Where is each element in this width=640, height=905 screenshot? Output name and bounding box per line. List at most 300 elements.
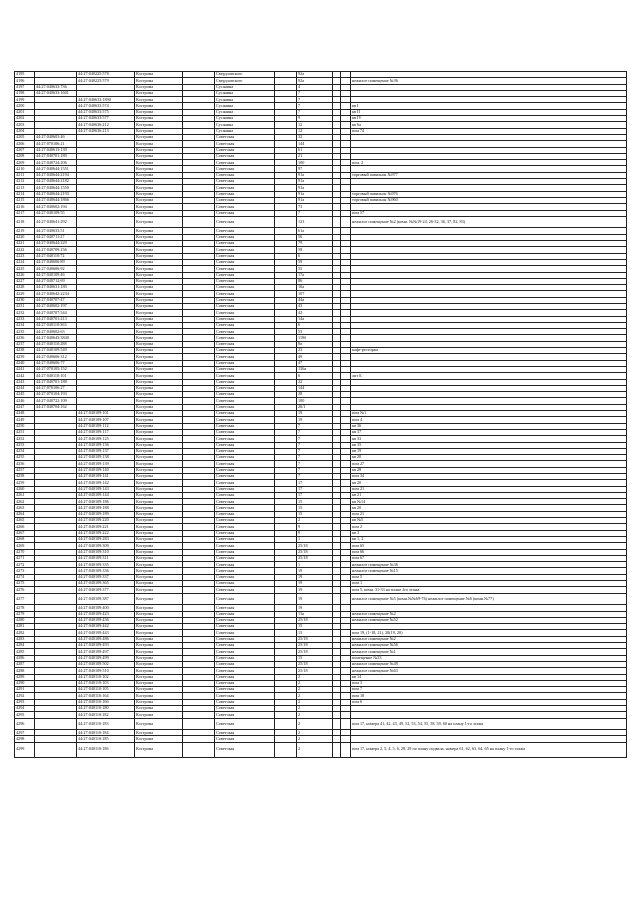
house-number-cell: 136а: [297, 366, 333, 372]
street-cell: Советская: [215, 467, 275, 473]
note-cell: кв 28: [351, 467, 627, 473]
city-cell: Кострома: [135, 241, 183, 247]
city-cell: Кострома: [135, 329, 183, 335]
row-number-cell: 4245: [15, 392, 35, 398]
street-cell: Советская: [215, 636, 275, 642]
city-cell: Кострома: [135, 530, 183, 536]
cadastral-number-cell: 44:27:040644:2193: [35, 191, 77, 197]
row-number-cell: 4202: [15, 116, 35, 122]
row-number-cell: 4256: [15, 461, 35, 467]
row-number-cell: 4283: [15, 636, 35, 642]
row-number-cell: 4270: [15, 549, 35, 555]
street-cell: Советская: [215, 448, 275, 454]
house-number-cell: 7: [297, 474, 333, 480]
street-cell: Советская: [215, 562, 275, 568]
row-number-cell: 4219: [15, 228, 35, 234]
city-cell: Кострома: [135, 185, 183, 191]
street-cell: Советская: [215, 247, 275, 253]
note-cell: помещение №23: [351, 655, 627, 661]
note-cell: пом 6: [351, 699, 627, 705]
note-cell: нежилое помещение №1: [351, 649, 627, 655]
row-number-cell: 4294: [15, 705, 35, 711]
row-number-cell: 4262: [15, 499, 35, 505]
row-number-cell: 4240: [15, 360, 35, 366]
note-cell: кв 20: [351, 505, 627, 511]
city-cell: Кострома: [135, 147, 183, 153]
street-cell: Советская: [215, 210, 275, 216]
cadastral-number-premise-cell: 44:27:040109:188: [77, 505, 135, 511]
street-cell: Советская: [215, 278, 275, 284]
street-cell: Советская: [215, 549, 275, 555]
city-cell: Кострома: [135, 259, 183, 265]
city-cell: Кострома: [135, 354, 183, 360]
house-number-cell: 59: [297, 259, 333, 265]
house-number-cell: 9: [297, 524, 333, 530]
cadastral-number-premise-cell: 44:27:040109:365: [77, 581, 135, 587]
note-cell: пом 66: [351, 549, 627, 555]
row-number-cell: 4207: [15, 147, 35, 153]
row-number-cell: 4238: [15, 348, 35, 354]
street-cell: Советская: [215, 680, 275, 686]
row-number-cell: 4253: [15, 442, 35, 448]
note-cell: нежилое помещение №63: [351, 668, 627, 674]
row-number-cell: 4216: [15, 204, 35, 210]
street-cell: Советская: [215, 543, 275, 549]
row-number-cell: 4279: [15, 611, 35, 617]
note-cell: кв IV: [351, 116, 627, 122]
house-number-cell: 19: [297, 587, 333, 593]
house-number-cell: 56: [297, 234, 333, 240]
city-cell: Кострома: [135, 153, 183, 159]
house-number-cell: 7: [297, 109, 333, 115]
table-row: [15, 216, 627, 228]
street-cell: Советская: [215, 712, 275, 718]
row-number-cell: 4215: [15, 197, 35, 203]
city-cell: Кострома: [135, 674, 183, 680]
street-cell: Советская: [215, 197, 275, 203]
street-cell: Советская: [215, 291, 275, 297]
city-cell: Кострома: [135, 385, 183, 391]
street-cell: Советская: [215, 581, 275, 587]
street-cell: Советская: [215, 624, 275, 630]
house-number-cell: 91а: [297, 172, 333, 178]
row-number-cell: 4228: [15, 285, 35, 291]
cadastral-number-cell: 44:27:040712:69: [35, 278, 77, 284]
house-number-cell: 7: [297, 436, 333, 442]
row-number-cell: 4211: [15, 172, 35, 178]
street-cell: Советская: [215, 461, 275, 467]
row-number-cell: 4275: [15, 581, 35, 587]
cadastral-number-premise-cell: 44:27:040109:139: [77, 461, 135, 467]
city-cell: Кострома: [135, 116, 183, 122]
street-cell: Свердловского: [215, 72, 275, 78]
cadastral-number-cell: 44:27:040109:46: [35, 272, 77, 278]
house-number-cell: 25/18: [297, 668, 333, 674]
house-number-cell: 32: [297, 134, 333, 140]
city-cell: Кострома: [135, 505, 183, 511]
row-number-cell: 4225: [15, 266, 35, 272]
street-cell: Советская: [215, 297, 275, 303]
city-cell: Кострома: [135, 398, 183, 404]
street-cell: Сусанина: [215, 109, 275, 115]
note-cell: нежилое помещение №36: [351, 78, 627, 84]
city-cell: Кострома: [135, 379, 183, 385]
row-number-cell: 4205: [15, 134, 35, 140]
note-cell: пом 34: [351, 474, 627, 480]
house-number-cell: 2: [297, 687, 333, 693]
cadastral-number-premise-cell: 44:27:040110:105: [77, 687, 135, 693]
row-number-cell: 4231: [15, 303, 35, 309]
cadastral-number-cell: 44:27:040644:229: [35, 241, 77, 247]
city-cell: Кострома: [135, 617, 183, 623]
city-cell: Кострома: [135, 78, 183, 84]
cadastral-number-cell: 44:27:040641:292: [35, 216, 77, 228]
house-number-cell: 19: [297, 568, 333, 574]
house-number-cell: 23: [297, 348, 333, 354]
note-cell: кв 14: [351, 674, 627, 680]
city-cell: Кострома: [135, 97, 183, 103]
row-number-cell: 4233: [15, 316, 35, 322]
empty-cell: [341, 593, 351, 605]
house-number-cell: 86: [297, 278, 333, 284]
house-number-cell: 2: [297, 730, 333, 736]
city-cell: Кострома: [135, 90, 183, 96]
street-cell: Советская: [215, 272, 275, 278]
note-cell: кв 37: [351, 429, 627, 435]
city-cell: Кострома: [135, 272, 183, 278]
house-number-cell: 55: [297, 266, 333, 272]
cadastral-number-premise-cell: 44:27:040110:102: [77, 674, 135, 680]
house-number-cell: 25/18: [297, 617, 333, 623]
row-number-cell: 4203: [15, 122, 35, 128]
note-cell: пом 4: [351, 417, 627, 423]
house-number-cell: 42: [297, 310, 333, 316]
city-cell: Кострома: [135, 228, 183, 234]
city-cell: Кострома: [135, 536, 183, 542]
cadastral-number-premise-cell: 44:27:040110:184: [77, 730, 135, 736]
city-cell: Кострома: [135, 699, 183, 705]
city-cell: Кострома: [135, 84, 183, 90]
city-cell: Кострома: [135, 448, 183, 454]
house-number-cell: 7: [297, 455, 333, 461]
house-number-cell: 15: [297, 505, 333, 511]
row-number-cell: 4290: [15, 680, 35, 686]
row-number-cell: 4247: [15, 404, 35, 410]
city-cell: Кострома: [135, 141, 183, 147]
cadastral-number-premise-cell: 44:27:040109:101: [77, 411, 135, 417]
city-cell: Кострома: [135, 341, 183, 347]
city-cell: Кострома: [135, 649, 183, 655]
note-cell: пом 3: [351, 680, 627, 686]
street-cell: Советская: [215, 705, 275, 711]
street-cell: Советская: [215, 160, 275, 166]
row-number-cell: 4278: [15, 605, 35, 611]
street-cell: Советская: [215, 216, 275, 228]
house-number-cell: 44а: [297, 297, 333, 303]
city-cell: Кострома: [135, 442, 183, 448]
city-cell: Кострома: [135, 285, 183, 291]
street-cell: Советская: [215, 185, 275, 191]
city-cell: Кострома: [135, 366, 183, 372]
house-number-cell: 2: [297, 742, 333, 757]
house-number-cell: 25/18: [297, 555, 333, 561]
city-cell: Кострома: [135, 316, 183, 322]
cadastral-number-cell: 44:27:040606:77: [35, 360, 77, 366]
city-cell: Кострома: [135, 486, 183, 492]
note-cell: пом 2: [351, 524, 627, 530]
city-cell: Кострома: [135, 587, 183, 593]
note-cell: кв 35: [351, 442, 627, 448]
street-cell: Советская: [215, 611, 275, 617]
street-cell: Советская: [215, 655, 275, 661]
cadastral-number-premise-cell: 44:27:040109:499: [77, 655, 135, 661]
city-cell: Кострома: [135, 705, 183, 711]
row-number-cell: 4239: [15, 354, 35, 360]
row-number-cell: 4255: [15, 455, 35, 461]
property-register-table: [14, 71, 627, 758]
house-number-cell: 15: [297, 655, 333, 661]
cadastral-number-premise-cell: 44:27:040633:1890: [77, 97, 135, 103]
street-cell: Советская: [215, 385, 275, 391]
street-cell: Советская: [215, 348, 275, 354]
cadastral-number-premise-cell: 44:27:040109:309: [77, 543, 135, 549]
street-cell: Советская: [215, 166, 275, 172]
row-number-cell: 4227: [15, 278, 35, 284]
city-cell: Кострома: [135, 72, 183, 78]
house-number-cell: 19: [297, 574, 333, 580]
street-cell: Советская: [215, 511, 275, 517]
street-cell: Советская: [215, 455, 275, 461]
row-number-cell: 4243: [15, 379, 35, 385]
house-number-cell: 7: [297, 423, 333, 429]
cadastral-number-premise-cell: 44:27:040109:310: [77, 549, 135, 555]
row-number-cell: 4249: [15, 417, 35, 423]
street-cell: Советская: [215, 617, 275, 623]
cadastral-number-cell: 44:27:040613:139: [35, 147, 77, 153]
house-number-cell: 19: [297, 417, 333, 423]
city-cell: Кострома: [135, 109, 183, 115]
row-number-cell: 4241: [15, 366, 35, 372]
house-number-cell: 2: [297, 693, 333, 699]
row-number-cell: 4235: [15, 329, 35, 335]
street-cell: Советская: [215, 699, 275, 705]
cadastral-number-cell: 44:27:040722:109: [35, 398, 77, 404]
cadastral-number-premise-cell: 44:27:040109:493: [77, 643, 135, 649]
city-cell: Кострома: [135, 128, 183, 134]
city-cell: Кострома: [135, 134, 183, 140]
row-number-cell: 4220: [15, 234, 35, 240]
row-number-cell: 4251: [15, 429, 35, 435]
city-cell: Кострома: [135, 680, 183, 686]
house-number-cell: 19: [297, 581, 333, 587]
register-page: [14, 71, 626, 758]
note-cell: нежилое помещение №5 (комн.№№69-76) нежилое помещение №6 (комн.№77): [351, 593, 627, 605]
row-number-cell: 4218: [15, 216, 35, 228]
cadastral-number-cell: 44:27:040603:46: [35, 134, 77, 140]
street-cell: Советская: [215, 141, 275, 147]
row-number-cell: 4197: [15, 84, 35, 90]
cadastral-number-cell: 44:27:040109:55: [35, 210, 77, 216]
city-cell: Кострома: [135, 234, 183, 240]
row-number-cell: 4237: [15, 341, 35, 347]
house-number-cell: 15: [297, 624, 333, 630]
house-number-cell: 12: [297, 128, 333, 134]
city-cell: Кострома: [135, 661, 183, 667]
row-number-cell: 4229: [15, 291, 35, 297]
house-number-cell: 58: [297, 247, 333, 253]
cadastral-number-cell: 44:27:040602:63: [35, 329, 77, 335]
row-number-cell: 4287: [15, 661, 35, 667]
cadastral-number-premise-cell: 44:27:040225:579: [77, 78, 135, 84]
cadastral-number-premise-cell: 44:27:040110:180: [77, 705, 135, 711]
note-cell: пом 21: [351, 486, 627, 492]
house-number-cell: 144: [297, 385, 333, 391]
house-number-cell: 7: [297, 429, 333, 435]
row-number-cell: 4210: [15, 166, 35, 172]
street-cell: Советская: [215, 179, 275, 185]
row-number-cell: 4196: [15, 78, 35, 84]
row-number-cell: 4254: [15, 448, 35, 454]
house-number-cell: 7: [297, 442, 333, 448]
street-cell: Сусанина: [215, 128, 275, 134]
street-cell: Советская: [215, 687, 275, 693]
note-cell: нежилое помещение №36: [351, 562, 627, 568]
row-number-cell: 4223: [15, 253, 35, 259]
cadastral-number-premise-cell: 44:27:040636:212: [77, 122, 135, 128]
house-number-cell: 2: [297, 718, 333, 730]
street-cell: Советская: [215, 429, 275, 435]
cadastral-number-premise-cell: 44:27:040109:502: [77, 661, 135, 667]
cadastral-number-cell: 44:27:040642:2234: [35, 291, 77, 297]
street-cell: Советская: [215, 241, 275, 247]
city-cell: Кострома: [135, 655, 183, 661]
house-number-cell: 92а: [297, 72, 333, 78]
cadastral-number-premise-cell: 44:27:040109:189: [77, 511, 135, 517]
street-cell: Свердловского: [215, 78, 275, 84]
street-cell: Советская: [215, 730, 275, 736]
house-number-cell: 2: [297, 736, 333, 742]
city-cell: Кострома: [135, 630, 183, 636]
street-cell: Сусанина: [215, 122, 275, 128]
street-cell: Советская: [215, 492, 275, 498]
row-number-cell: 4281: [15, 624, 35, 630]
house-number-cell: 15: [297, 499, 333, 505]
cadastral-number-cell: 44:27:040643:3840: [35, 335, 77, 341]
house-number-cell: 7: [297, 97, 333, 103]
city-cell: Кострома: [135, 687, 183, 693]
note-cell: торговый павильон №960: [351, 197, 627, 203]
cadastral-number-cell: 44:27:040606:92: [35, 266, 77, 272]
row-number-cell: 4271: [15, 555, 35, 561]
street-cell: Советская: [215, 253, 275, 259]
house-number-cell: 9: [297, 116, 333, 122]
cadastral-number-premise-cell: 44:27:040109:443: [77, 630, 135, 636]
house-number-cell: 25/18: [297, 643, 333, 649]
cadastral-number-cell: 44:27:070104:193: [35, 392, 77, 398]
street-cell: Советская: [215, 555, 275, 561]
cadastral-number-premise-cell: [77, 216, 135, 228]
row-number-cell: 4199: [15, 97, 35, 103]
street-cell: Сусанина: [215, 90, 275, 96]
empty-cell: [333, 718, 341, 730]
street-cell: Советская: [215, 742, 275, 757]
row-number-cell: 4272: [15, 562, 35, 568]
empty-cell: [183, 216, 215, 228]
table-row: [15, 742, 627, 757]
row-number-cell: 4221: [15, 241, 35, 247]
street-cell: Советская: [215, 423, 275, 429]
cadastral-number-premise-cell: 44:27:040109:141: [77, 474, 135, 480]
city-cell: Кострома: [135, 455, 183, 461]
cadastral-number-cell: 44:27:040109:549: [35, 348, 77, 354]
note-cell: кв 20: [351, 455, 627, 461]
row-number-cell: 4209: [15, 160, 35, 166]
street-cell: Советская: [215, 379, 275, 385]
city-cell: Кострома: [135, 266, 183, 272]
cadastral-number-cell: 44:27:070105:152: [35, 366, 77, 372]
house-number-cell: 123: [297, 216, 333, 228]
note-cell: торговый павильон №976: [351, 191, 627, 197]
city-cell: Кострома: [135, 348, 183, 354]
cadastral-number-cell: 44:27:040701:188: [35, 379, 77, 385]
cadastral-number-cell: 44:27:040110:363: [35, 322, 77, 328]
row-number-cell: 4226: [15, 272, 35, 278]
row-number-cell: 4257: [15, 467, 35, 473]
house-number-cell: 6: [297, 322, 333, 328]
city-cell: Кострома: [135, 160, 183, 166]
house-number-cell: 6: [297, 373, 333, 379]
row-number-cell: 4282: [15, 630, 35, 636]
city-cell: Кострома: [135, 624, 183, 630]
house-number-cell: 144: [297, 141, 333, 147]
house-number-cell: 7: [297, 448, 333, 454]
cadastral-number-premise-cell: 44:27:040109:220: [77, 518, 135, 524]
city-cell: Кострома: [135, 404, 183, 410]
table-row: [15, 593, 627, 605]
house-number-cell: 13: [297, 630, 333, 636]
house-number-cell: 26/1: [297, 404, 333, 410]
street-cell: Советская: [215, 668, 275, 674]
house-number-cell: 25/18: [297, 649, 333, 655]
cadastral-number-premise-cell: 44:27:040109:142: [77, 480, 135, 486]
city-cell: Кострома: [135, 511, 183, 517]
house-number-cell: 61а: [297, 228, 333, 234]
house-number-cell: 43: [297, 303, 333, 309]
street-cell: Советская: [215, 649, 275, 655]
cadastral-number-premise-cell: 44:27:040109:337: [77, 574, 135, 580]
cadastral-number-premise-cell: 44:27:040110:164: [77, 693, 135, 699]
cadastral-number-premise-cell: 44:27:040109:283: [77, 536, 135, 542]
empty-cell: [183, 593, 215, 605]
house-number-cell: 1: [297, 536, 333, 542]
street-cell: Советская: [215, 316, 275, 322]
table-body: [15, 72, 627, 758]
cadastral-number-premise-cell: 44:27:040110:183: [77, 718, 135, 730]
street-cell: Советская: [215, 153, 275, 159]
city-cell: Кострома: [135, 593, 183, 605]
note-cell: кв №5: [351, 518, 627, 524]
city-cell: Кострома: [135, 392, 183, 398]
cadastral-number-cell: 44:27:070106:21: [35, 141, 77, 147]
street-cell: Советская: [215, 191, 275, 197]
note-cell: кв №14: [351, 499, 627, 505]
city-cell: Кострома: [135, 562, 183, 568]
city-cell: Кострома: [135, 335, 183, 341]
cadastral-number-cell: [35, 593, 77, 605]
city-cell: Кострома: [135, 492, 183, 498]
row-number-cell: 4264: [15, 511, 35, 517]
street-cell: Советская: [215, 228, 275, 234]
